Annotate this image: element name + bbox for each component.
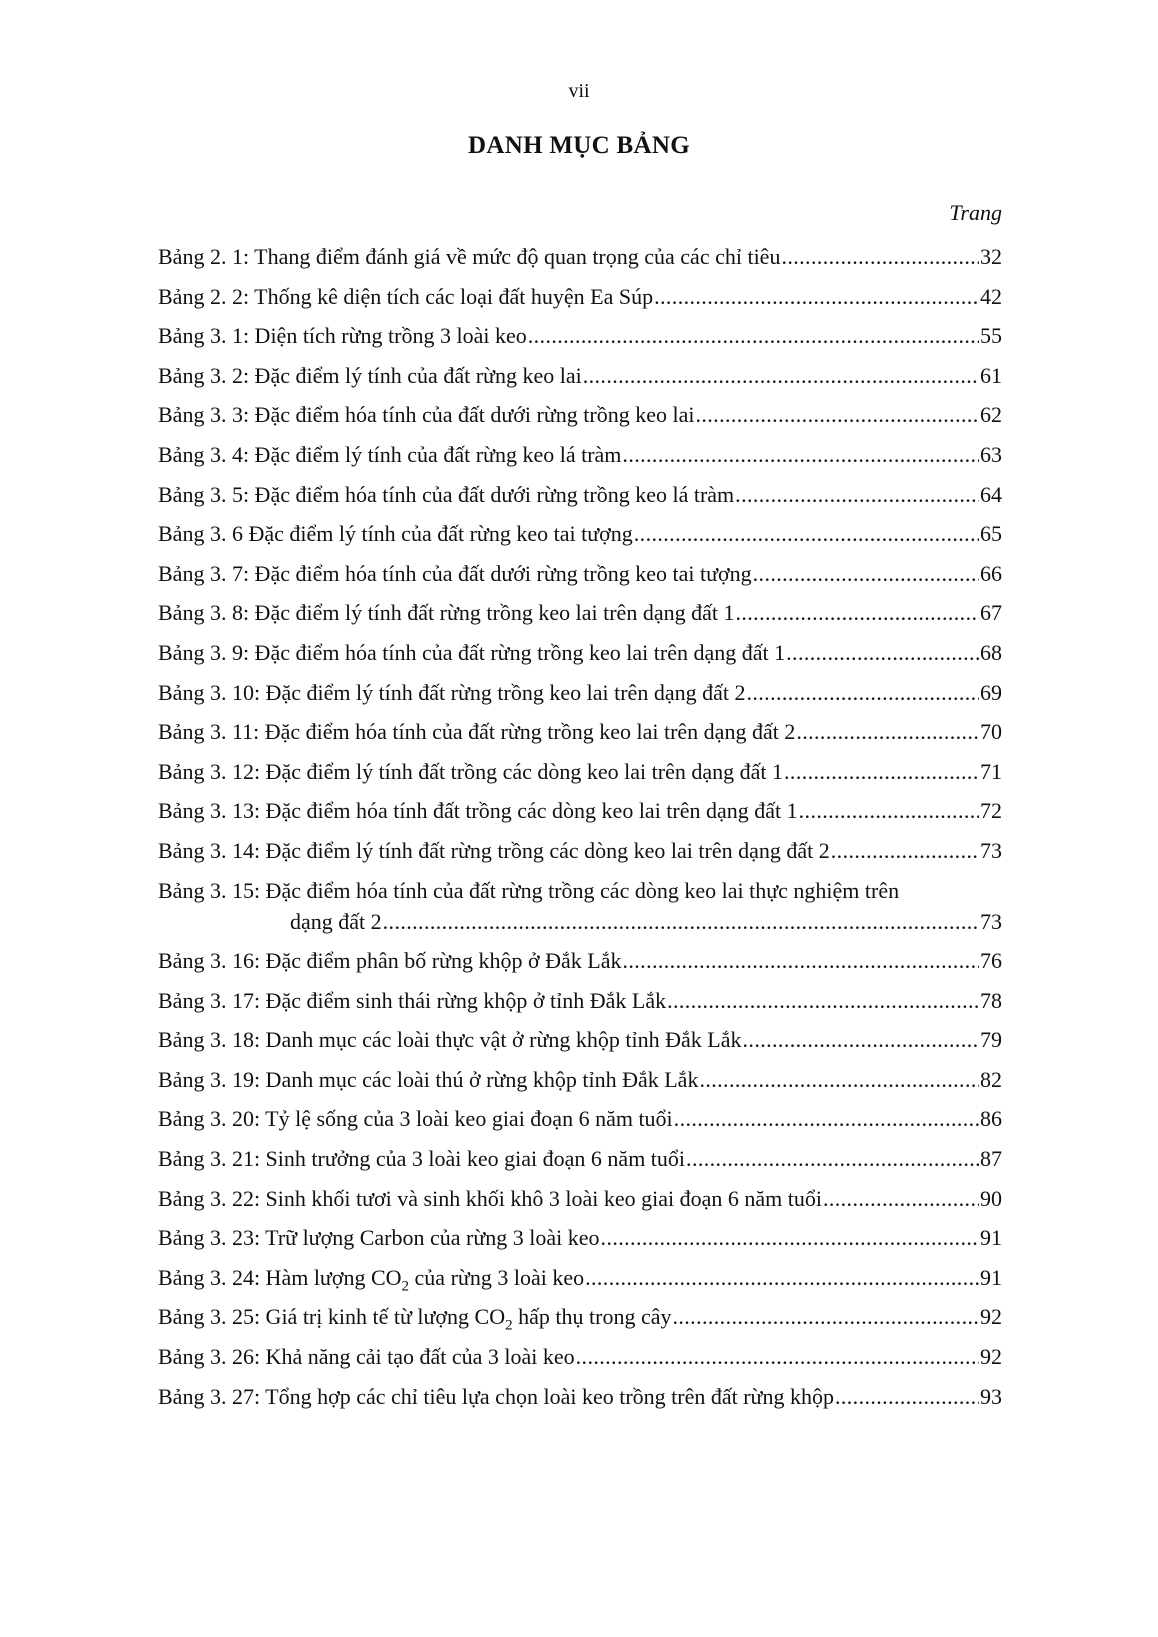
- dot-leader: [622, 442, 979, 468]
- entry-title: [158, 1225, 600, 1251]
- dot-leader: [585, 1265, 979, 1291]
- entry-title-text: Bảng 3. 16: Đặc điểm phân bố rừng khộp ở Đắk Lắk: [158, 948, 622, 974]
- entry-page: 32: [980, 244, 1002, 269]
- entry-page: 78: [980, 987, 1002, 1013]
- entry-page: 61: [980, 362, 1002, 388]
- entry-title-text: Bảng 2. 2: Thống kê diện tích các loại đất huyện Ea Súp: [158, 283, 654, 309]
- entry-title: [158, 1027, 742, 1053]
- entry-title: [158, 988, 666, 1014]
- entry-title: [158, 1384, 834, 1410]
- entry-title: [158, 600, 734, 626]
- dot-leader: [753, 561, 979, 587]
- entry-title: [158, 284, 653, 310]
- dot-leader: [781, 244, 979, 270]
- toc-entry[interactable]: [158, 1265, 1002, 1305]
- entry-page: 79: [980, 1027, 1002, 1053]
- entry-page: 66: [980, 560, 1002, 586]
- entry-title: [158, 1146, 685, 1172]
- entry-page: 71: [980, 758, 1002, 784]
- entry-title-text: Bảng 3. 24: Hàm lượng CO: [158, 1264, 402, 1290]
- entry-page: 69: [980, 679, 1002, 705]
- toc-entry[interactable]: [158, 561, 1002, 601]
- page-title: DANH MỤC BẢNG: [468, 132, 690, 159]
- entry-page: 92: [980, 1344, 1002, 1370]
- dot-leader: [672, 1304, 979, 1330]
- subscript: 2: [505, 1317, 513, 1334]
- entry-title: [158, 759, 783, 785]
- entry-title: [158, 798, 798, 824]
- entry-page: 68: [980, 639, 1002, 665]
- entry-title-text: Bảng 3. 26: Khả năng cải tạo đất của 3 loài keo: [158, 1344, 575, 1370]
- toc-entry[interactable]: [158, 1067, 1002, 1107]
- entry-title-text: Bảng 3. 25: Giá trị kinh tế từ lượng CO: [158, 1304, 506, 1330]
- dot-leader: [799, 798, 979, 824]
- entry-title: [158, 402, 694, 428]
- toc-entry[interactable]: [158, 680, 1002, 720]
- entry-title: [158, 1264, 585, 1295]
- entry-title: Bảng 3. 15: Đặc điểm hóa tính của đất rừng trồng các dòng keo lai thực nghiệm trên: [158, 877, 900, 903]
- entry-page: 73: [980, 837, 1002, 863]
- dot-leader: [746, 680, 979, 706]
- toc-entry[interactable]: [158, 988, 1002, 1028]
- dot-leader: [583, 363, 979, 389]
- entry-page: 63: [980, 441, 1002, 467]
- dot-leader: [686, 1146, 979, 1172]
- entry-page: 55: [980, 323, 1002, 349]
- entry-title-text: Bảng 3. 8: Đặc điểm lý tính đất rừng trồng keo lai trên dạng đất 1: [158, 600, 735, 626]
- entry-title: [158, 1304, 672, 1334]
- entry-title-text: Bảng 3. 27: Tổng hợp các chỉ tiêu lựa chọn loài keo trồng trên đất rừng khộp: [158, 1383, 834, 1409]
- entry-page: 87: [980, 1146, 1002, 1172]
- toc-entry[interactable]: [158, 244, 1002, 284]
- entry-title-text: Bảng 3. 22: Sinh khối tươi và sinh khối khô 3 loài keo giai đoạn 6 năm tuổi: [158, 1185, 822, 1211]
- entry-page: 86: [980, 1106, 1002, 1132]
- toc-entry[interactable]: [158, 759, 1002, 799]
- toc-entry[interactable]: [158, 878, 1002, 909]
- entry-title: [158, 948, 621, 974]
- dot-leader: [622, 948, 979, 974]
- dot-leader: [735, 482, 979, 508]
- dot-leader: [601, 1225, 979, 1251]
- entry-title-text: Bảng 3. 19: Danh mục các loài thú ở rừng khộp tỉnh Đắk Lắk: [158, 1066, 699, 1092]
- dot-leader: [831, 838, 979, 864]
- entry-title-text: Bảng 3. 4: Đặc điểm lý tính của đất rừng keo lá tràm: [158, 441, 622, 467]
- entry-page: 92: [980, 1304, 1002, 1330]
- toc-entry[interactable]: [158, 521, 1002, 561]
- entry-title: [158, 1067, 698, 1093]
- entry-title-rest: hấp thụ trong cây: [512, 1304, 672, 1330]
- entry-title-text: Bảng 3. 10: Đặc điểm lý tính đất rừng trồng keo lai trên dạng đất 2: [158, 679, 746, 705]
- entry-title: [158, 323, 527, 349]
- toc-entry[interactable]: [158, 640, 1002, 680]
- entry-title-text: Bảng 3. 9: Đặc điểm hóa tính của đất rừng trồng keo lai trên dạng đất 1: [158, 639, 786, 665]
- toc-entry[interactable]: [158, 402, 1002, 442]
- entry-title: [158, 363, 582, 389]
- entry-title: [158, 719, 795, 745]
- toc-entry[interactable]: [158, 363, 1002, 403]
- entry-page: 93: [980, 1383, 1002, 1409]
- entry-title-text: Bảng 3. 2: Đặc điểm lý tính của đất rừng keo lai: [158, 362, 582, 388]
- entry-page: 67: [980, 600, 1002, 626]
- dot-leader: [695, 402, 979, 428]
- subscript: 2: [401, 1278, 410, 1295]
- entry-title-text: Bảng 3. 12: Đặc điểm lý tính đất trồng các dòng keo lai trên dạng đất 1: [158, 758, 784, 784]
- entry-title-text: Bảng 3. 7: Đặc điểm hóa tính của đất dưới rừng trồng keo tai tượng: [158, 560, 752, 586]
- entry-page: 76: [980, 948, 1002, 974]
- entry-page: 62: [980, 402, 1002, 428]
- entry-title-text: Bảng 3. 5: Đặc điểm hóa tính của đất dưới rừng trồng keo lá tràm: [158, 481, 735, 507]
- entry-page: 72: [980, 798, 1002, 824]
- entry-page: 82: [980, 1066, 1002, 1092]
- toc-entry[interactable]: [158, 1304, 1002, 1344]
- dot-leader: [796, 719, 979, 745]
- entry-title: [158, 482, 734, 508]
- toc-entry[interactable]: [158, 1146, 1002, 1186]
- toc-entry[interactable]: [158, 600, 1002, 640]
- toc-entry[interactable]: [158, 1344, 1002, 1384]
- dot-leader: [784, 759, 979, 785]
- entry-title: [158, 1186, 822, 1212]
- toc-entry[interactable]: [158, 284, 1002, 324]
- entry-page: 90: [980, 1185, 1002, 1211]
- page-column-label: Trang: [949, 200, 1002, 225]
- entry-title-text: Bảng 3. 3: Đặc điểm hóa tính của đất dưới rừng trồng keo lai: [158, 402, 695, 428]
- toc-entry[interactable]: [158, 323, 1002, 363]
- dot-leader: [674, 1106, 979, 1132]
- entry-title: [158, 1106, 673, 1132]
- toc-entry[interactable]: [158, 1027, 1002, 1067]
- entry-title: [158, 640, 785, 666]
- toc-entry[interactable]: [158, 1186, 1002, 1226]
- entry-page: 64: [980, 481, 1002, 507]
- dot-leader: [576, 1344, 979, 1370]
- entry-page: 73: [980, 908, 1002, 934]
- entry-page: 65: [980, 521, 1002, 547]
- table-of-tables: [158, 244, 1002, 1423]
- toc-entry[interactable]: [158, 719, 1002, 759]
- dot-leader: [735, 600, 979, 626]
- entry-title-text: Bảng 3. 13: Đặc điểm hóa tính đất trồng các dòng keo lai trên dạng đất 1: [158, 798, 798, 824]
- toc-entry[interactable]: [158, 482, 1002, 522]
- dot-leader: [528, 323, 979, 349]
- dot-leader: [786, 640, 979, 666]
- entry-title-text: Bảng 3. 6 Đặc điểm lý tính của đất rừng keo tai tượng: [158, 521, 633, 547]
- entry-page: 42: [980, 283, 1002, 309]
- toc-entry[interactable]: [158, 948, 1002, 988]
- dot-leader: [634, 521, 979, 547]
- entry-page: 70: [980, 719, 1002, 745]
- toc-entry[interactable]: [158, 442, 1002, 482]
- dot-leader: [654, 284, 979, 310]
- entry-title-text: Bảng 3. 20: Tỷ lệ sống của 3 loài keo giai đoạn 6 năm tuổi: [158, 1106, 673, 1132]
- toc-entry[interactable]: [158, 798, 1002, 838]
- entry-title-text: Bảng 3. 17: Đặc điểm sinh thái rừng khộp ở tỉnh Đắk Lắk: [158, 987, 667, 1013]
- dot-leader: [667, 988, 979, 1014]
- entry-title-text: Bảng 2. 1: Thang điểm đánh giá về mức độ quan trọng của các chỉ tiêu: [158, 244, 781, 269]
- entry-page: 91: [980, 1225, 1002, 1251]
- toc-entry[interactable]: [158, 1384, 1002, 1424]
- entry-title-text: Bảng 3. 11: Đặc điểm hóa tính của đất rừng trồng keo lai trên dạng đất 2: [158, 719, 796, 745]
- entry-title-text: Bảng 3. 21: Sinh trưởng của 3 loài keo giai đoạn 6 năm tuổi: [158, 1146, 686, 1172]
- toc-entry[interactable]: [158, 1225, 1002, 1265]
- entry-title: [158, 244, 780, 270]
- dot-leader: [835, 1384, 979, 1410]
- entry-title: [158, 1344, 575, 1370]
- entry-title: [158, 521, 633, 547]
- entry-title: [158, 838, 830, 864]
- dot-leader: [743, 1027, 979, 1053]
- dot-leader: [699, 1067, 979, 1093]
- entry-page: 91: [980, 1264, 1002, 1290]
- entry-title: [158, 680, 745, 706]
- entry-title-text: Bảng 3. 18: Danh mục các loài thực vật ở rừng khộp tỉnh Đắk Lắk: [158, 1027, 742, 1053]
- entry-title: [158, 561, 752, 587]
- entry-title-text: Bảng 3. 23: Trữ lượng Carbon của rừng 3 loài keo: [158, 1225, 600, 1251]
- toc-entry[interactable]: [158, 1106, 1002, 1146]
- entry-title-continuation: dạng đất 2: [290, 908, 382, 934]
- dot-leader: [383, 909, 979, 935]
- dot-leader: [823, 1186, 979, 1212]
- entry-title-text: Bảng 3. 1: Diện tích rừng trồng 3 loài keo: [158, 323, 527, 349]
- page-number: vii: [568, 80, 590, 102]
- toc-entry-continuation: [158, 909, 1002, 949]
- toc-entry[interactable]: [158, 838, 1002, 878]
- entry-title: [158, 442, 621, 468]
- entry-title-text: Bảng 3. 14: Đặc điểm lý tính đất rừng trồng các dòng keo lai trên dạng đất 2: [158, 837, 830, 863]
- entry-title-rest: của rừng 3 loài keo: [409, 1264, 585, 1290]
